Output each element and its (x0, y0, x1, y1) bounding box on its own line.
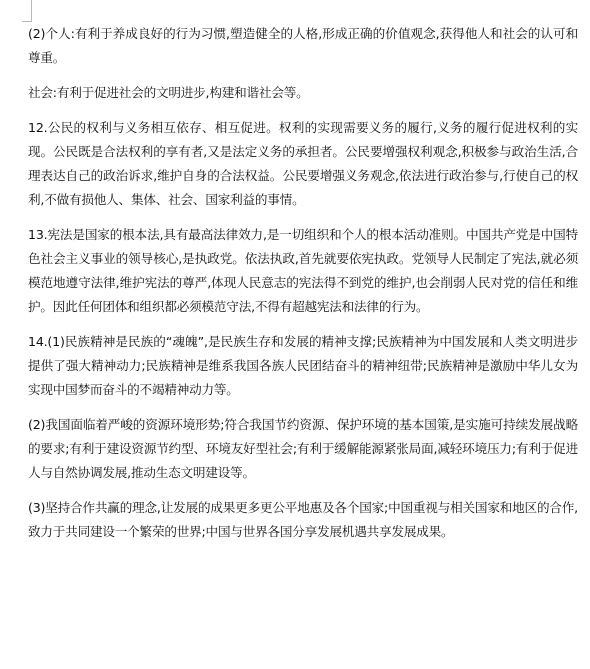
answer-paragraph: (2)个人:有利于养成良好的行为习惯,塑造健全的人格,形成正确的价值观念,获得他人和社会的认可和尊重。 (28, 26, 578, 65)
answer-paragraph: (3)坚持合作共赢的理念,让发展的成果更多更公平地惠及各个国家;中国重视与相关国家和地区的合作,致力于共同建设一个繁荣的世界;中国与世界各国分享发展机遇共享发展成果。 (28, 500, 578, 539)
page-corner-mark (22, 0, 32, 22)
answer-paragraph: 14.(1)民族精神是民族的“魂魄”,是民族生存和发展的精神支撑;民族精神为中国发展和人类文明进步提供了强大精神动力;民族精神是维系我国各族人民团结奋斗的精神纽带;民族精神是激励中华儿女为实现中国梦而奋斗的不竭精神动力等。 (28, 334, 578, 397)
answer-paragraph: 12.公民的权利与义务相互依存、相互促进。权利的实现需要义务的履行,义务的履行促进权利的实现。公民既是合法权利的享有者,又是法定义务的承担者。公民要增强权利观念,积极参与政治生活,合理表达自己的政治诉求,维护自身的合法权益。公民要增强义务观念,依法进行政治参与,行使自己的权利,不做有损他人、集体、社会、国家利益的事情。 (28, 120, 578, 207)
answer-paragraph: 社会:有利于促进社会的文明进步,构建和谐社会等。 (28, 85, 309, 100)
document-body (28, 22, 578, 544)
answer-paragraph: (2)我国面临着严峻的资源环境形势;符合我国节约资源、保护环境的基本国策,是实施可持续发展战略的要求;有利于建设资源节约型、环境友好型社会;有利于缓解能源紧张局面,减轻环境压力;有利于促进人与自然协调发展,推动生态文明建设等。 (28, 417, 578, 480)
answer-paragraph: 13.宪法是国家的根本法,具有最高法律效力,是一切组织和个人的根本活动准则。中国共产党是中国特色社会主义事业的领导核心,是执政党。依法执政,首先就要依宪执政。党领导人民制定了宪法,就必须模范地遵守法律,维护宪法的尊严,体现人民意志的宪法得不到党的维护,也会削弱人民对党的信任和维护。因此任何团体和组织都必须模范守法,不得有超越宪法和法律的行为。 (28, 227, 578, 314)
